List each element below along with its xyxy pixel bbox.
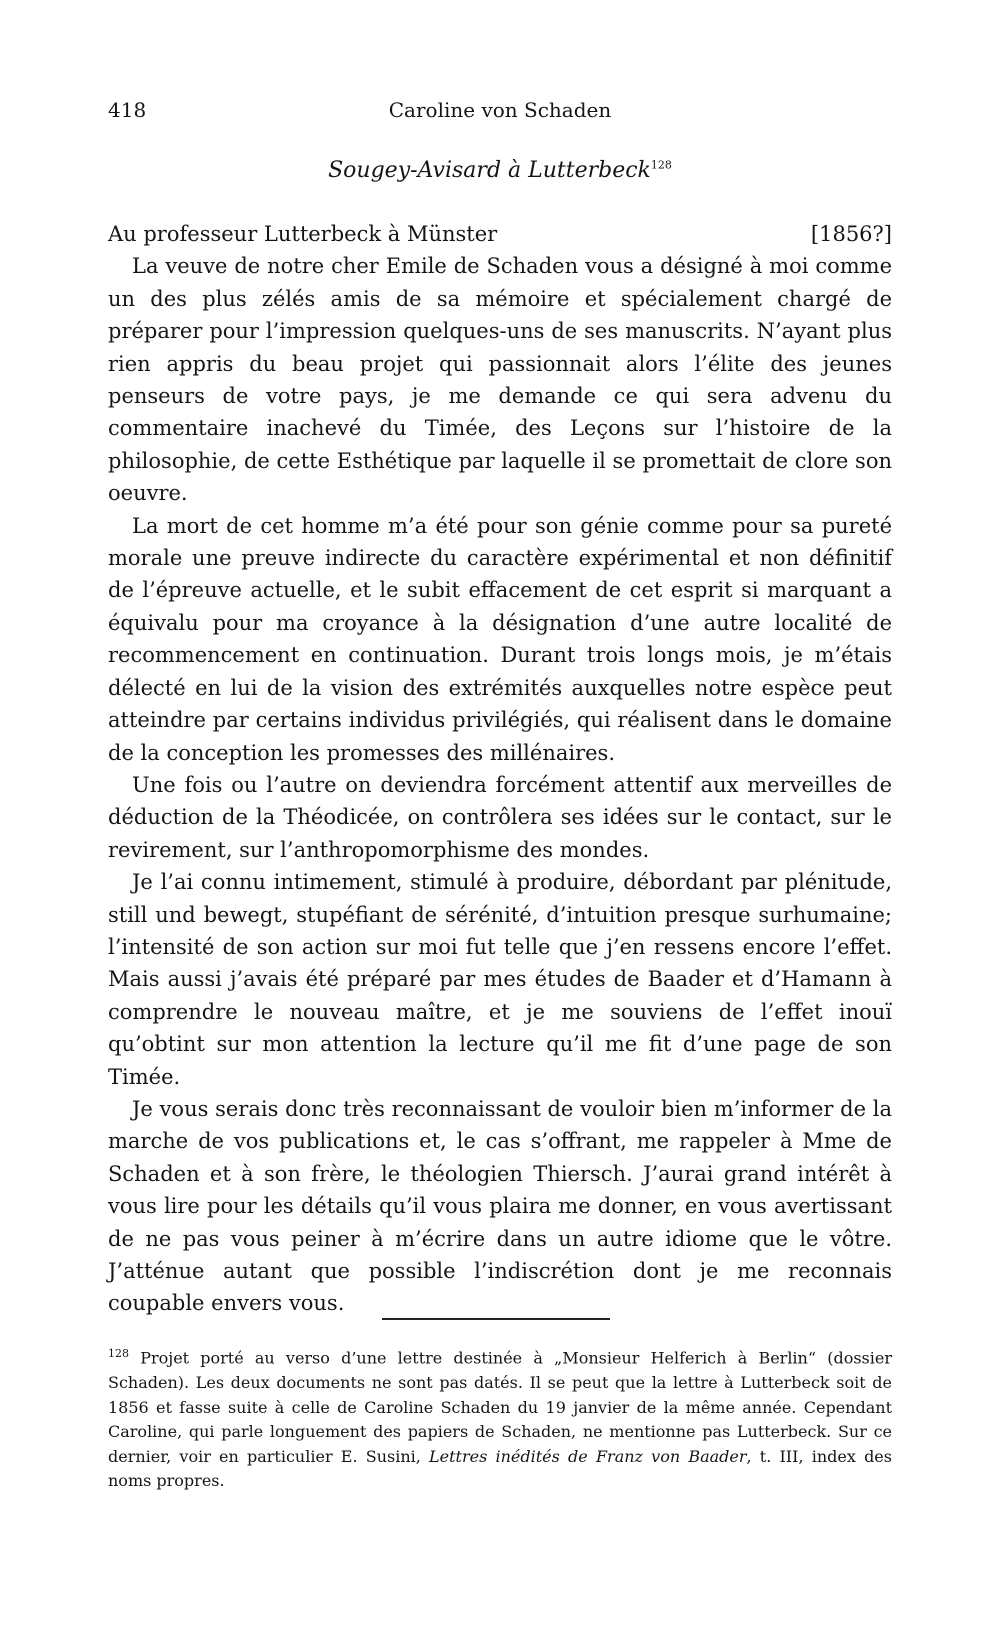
letter-title <box>108 158 892 183</box>
page-number: 418 <box>108 98 147 122</box>
footnote-text-a: Projet porté au verso d’une lettre destinée à „Monsieur Helferich à Berlin“ (dossier Schaden). Les deux documents ne sont pas datés. Il se peut que la lettre à Lutterbeck soit de 1856 et fasse suite à celle de Caroline Schaden du 19 janvier de la même année. Cependant Caroline, qui parle longuement des papiers de Schaden, ne mentionne pas Lutterbeck. Sur ce dernier, voir en particulier E. Susini, <box>108 1348 892 1466</box>
letter-title-text: Sougey-Avisard à Lutterbeck <box>328 158 651 183</box>
paragraph-1: La veuve de notre cher Emile de Schaden vous a désigné à moi comme un des plus zélés amis de sa mémoire et spécialement chargé de préparer pour l’impression quelques-uns de ses manuscrits. N’ayant plus rien appris du beau projet qui passionnait alors l’élite des jeunes penseurs de votre pays, je me demande ce qui sera advenu du commentaire inachevé du Timée, des Leçons sur l’histoire de la philosophie, de cette Esthétique par laquelle il se promettait de clore son oeuvre. <box>108 254 892 506</box>
running-head: Caroline von Schaden <box>388 98 612 122</box>
recipient-line: Au professeur Lutterbeck à Münster <box>108 222 498 246</box>
salutation-row <box>108 218 892 250</box>
page-header <box>108 98 892 132</box>
paragraph-4: Je l’ai connu intimement, stimulé à produire, débordant par plénitude, still und bewegt, stupéfiant de sérénité, d’intuition presque surhumaine; l’intensité de son action sur moi fut telle que j’en ressens encore l’effet. Mais aussi j’avais été préparé par mes études de Baader et d’Hamann à comprendre le nouveau maître, et je me souviens de l’effet inouï qu’obtint sur mon attention la lecture qu’il me fit d’une page de son Timée. <box>108 870 892 1089</box>
footnote-reference: 128 <box>650 158 672 172</box>
letter-date: [1856?] <box>810 222 892 246</box>
footnote-text-b: , t. III, index des noms propres. <box>108 1446 892 1491</box>
footnote <box>108 1342 892 1494</box>
footnote-separator <box>382 1318 610 1320</box>
footnote-cited-title: Lettres inédités de Franz von Baader <box>429 1446 747 1466</box>
letter-body <box>108 218 892 1320</box>
footnote-number: 128 <box>108 1347 129 1360</box>
paragraph-3: Une fois ou l’autre on deviendra forcément attentif aux merveilles de déduction de la Théodicée, on contrôlera ses idées sur le contact, sur le revirement, sur l’anthropomorphisme des mondes. <box>108 772 892 862</box>
paragraph-2: La mort de cet homme m’a été pour son génie comme pour sa pureté morale une preuve indirecte du caractère expérimental et non définitif de l’épreuve actuelle, et le subit effacement de cet esprit si marquant a équivalu pour ma croyance à la désignation d’une autre localité de recommencement en continuation. Durant trois longs mois, je m’étais délecté en lui de la vision des extrémités auxquelles notre espèce peut atteindre par certains individus privilégiés, qui réalisent dans le domaine de la conception les promesses des millénaires. <box>108 513 892 765</box>
paragraph-5: Je vous serais donc très reconnaissant de vouloir bien m’informer de la marche de vos publications et, le cas s’offrant, me rappeler à Mme de Schaden et à son frère, le théologien Thiersch. J’aurai grand intérêt à vous lire pour les détails qu’il vous plaira me donner, en vous avertissant de ne pas vous peiner à m’écrire dans un autre idiome que le vôtre. J’atténue autant que possible l’indiscrétion dont je me reconnais coupable envers vous. <box>108 1096 892 1316</box>
